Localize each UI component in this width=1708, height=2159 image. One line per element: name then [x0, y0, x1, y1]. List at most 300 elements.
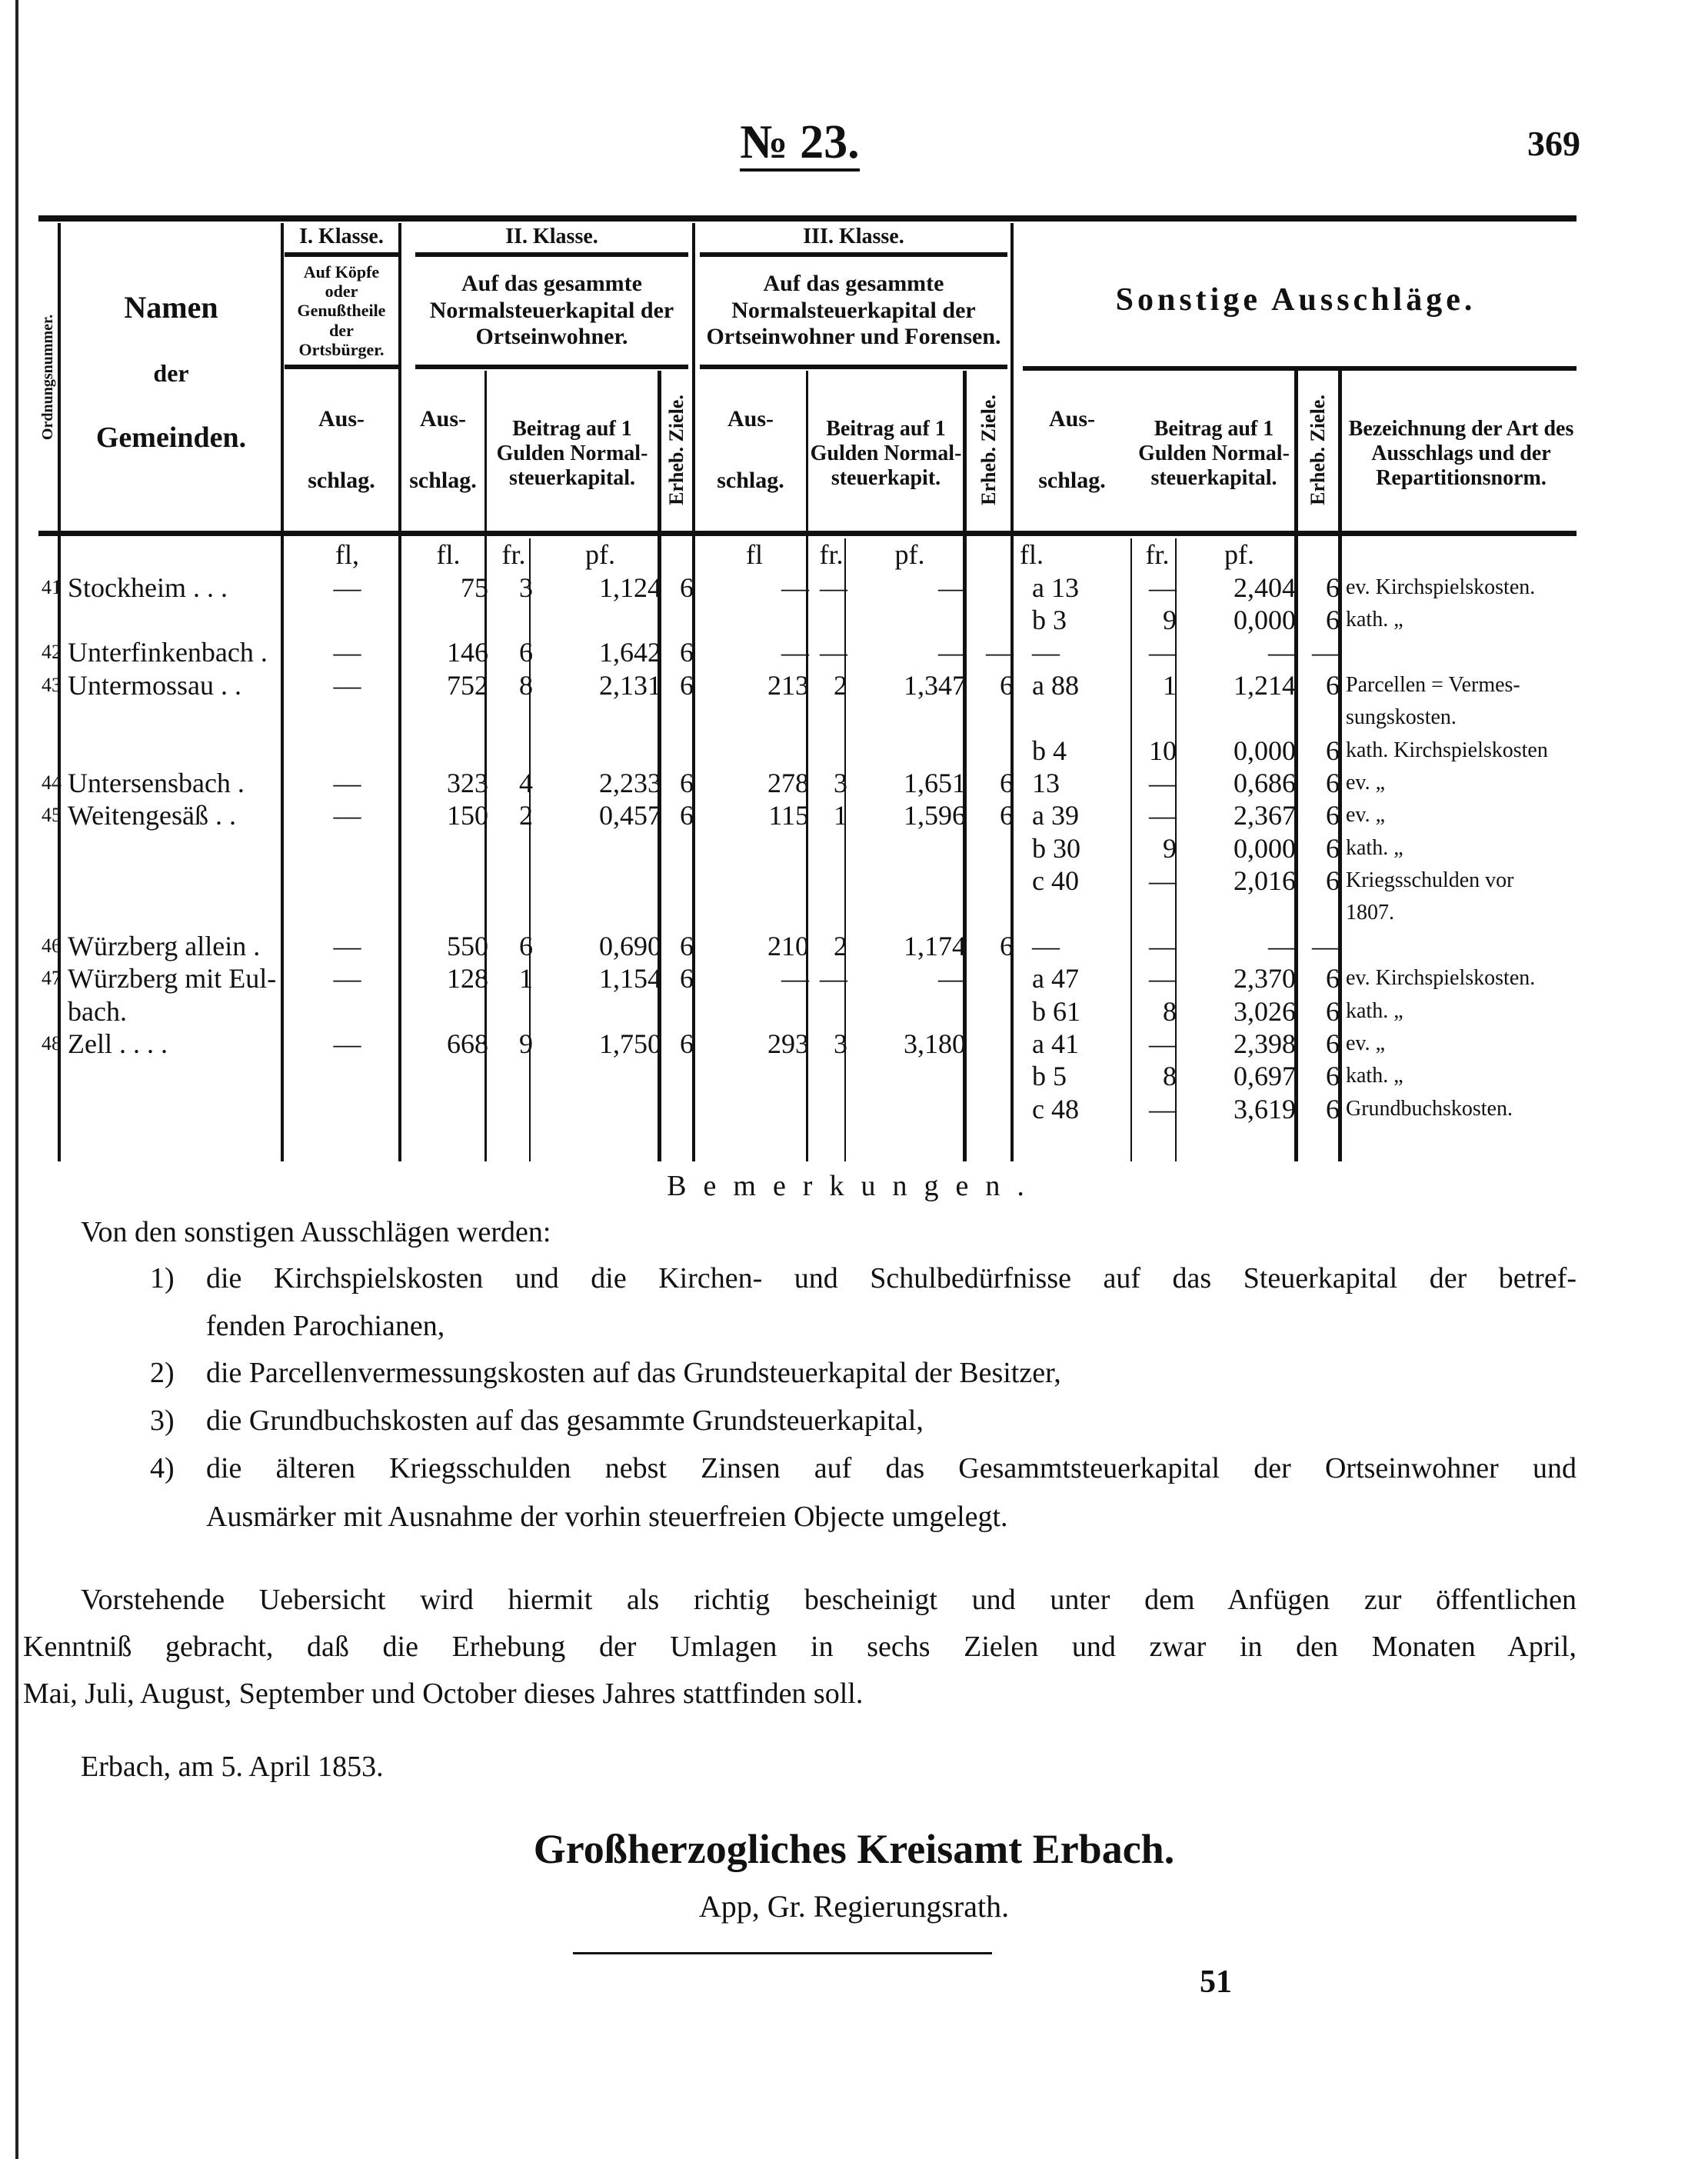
- cell-ordnungsnummer: 42: [42, 641, 62, 664]
- cell-class3-fl: [697, 604, 812, 636]
- cell-ordnungsnummer: [38, 604, 65, 636]
- cell-sonst-ziele: 6: [1326, 571, 1340, 603]
- cell-sonst-pf: 0,000: [1234, 832, 1296, 864]
- cell-class1-ausschlag: —: [333, 571, 361, 603]
- cell-sonst-fr: 1: [1163, 669, 1177, 701]
- remark-number: 4): [150, 1452, 175, 1484]
- cell-class2-pf: 1,642: [599, 637, 661, 668]
- cell-gemeinde: Weitengesäß . .: [68, 800, 237, 831]
- cell-sonst-ziele: —: [1312, 637, 1340, 668]
- cell-sonst-bezeichnung: kath. „: [1346, 998, 1403, 1023]
- cell-class1-ausschlag: [289, 865, 405, 897]
- footer-number: 51: [1200, 1964, 1232, 2000]
- cell-class3-pf: [851, 865, 969, 897]
- issue-number: № 23.: [715, 115, 884, 170]
- cell-class2-fl: 150: [447, 800, 488, 831]
- cell-class3-ziele: [969, 962, 1017, 995]
- class2-sub-beitrag: Beitrag auf 1 Gulden Normal-steuerkapital.: [496, 416, 648, 491]
- cell-class3-fl: 278: [767, 767, 809, 798]
- cell-sonst-ziele: 6: [1326, 865, 1340, 897]
- cell-class3-pf: [851, 701, 969, 734]
- cell-sonst-fl: b 4: [1032, 735, 1067, 766]
- cell-class3-pf: pf.: [894, 539, 925, 571]
- cell-class3-fl: fl: [746, 539, 763, 571]
- cell-class2-fl: [405, 734, 491, 766]
- cell-class3-pf: —: [938, 963, 966, 995]
- cell-class2-fr: [491, 832, 536, 865]
- table-row: [38, 1060, 1579, 1092]
- notice-line-2: Kenntniß gebracht, daß die Erhebung der Umlagen in sechs Zielen und zwar in den Monaten April,: [23, 1631, 1576, 1663]
- sonstige-sub-aus-2: schlag.: [1038, 467, 1106, 493]
- table-row: [38, 865, 1579, 897]
- table-row: [38, 832, 1579, 865]
- cell-sonst-ziele: 6: [1326, 767, 1340, 798]
- cell-class3-ziele: 6: [1000, 767, 1014, 798]
- cell-sonst-ziele: 6: [1326, 1093, 1340, 1124]
- table-row: [38, 1093, 1579, 1125]
- cell-class3-ziele: 6: [1000, 930, 1014, 961]
- cell-sonst-fl: c 40: [1032, 865, 1079, 897]
- cell-sonst-bezeichnung: 1807.: [1346, 901, 1394, 925]
- cell-sonst-pf: 2,404: [1234, 571, 1296, 603]
- cell-class2-ziele: [664, 734, 697, 766]
- cell-sonst-bezeichnung: [1343, 538, 1579, 571]
- cell-class3-ziele: [969, 832, 1017, 865]
- cell-sonst-fl: a 88: [1032, 669, 1079, 701]
- cell-class3-fr: [812, 701, 851, 734]
- cell-class3-ziele: [969, 1060, 1017, 1092]
- cell-sonst-bezeichnung: [1343, 930, 1579, 962]
- cell-sonst-pf: 0,000: [1234, 735, 1296, 766]
- cell-sonst-fl: a 39: [1032, 800, 1079, 831]
- cell-sonst-fr: —: [1149, 865, 1177, 897]
- cell-sonst-fr: —: [1149, 800, 1177, 831]
- notice-line-1: Vorstehende Uebersicht wird hiermit als richtig bescheinigt und unter dem Anfügen zur öffentlichen: [81, 1584, 1576, 1616]
- cell-class2-pf: [536, 897, 664, 929]
- cell-class1-ausschlag: —: [333, 1028, 361, 1060]
- cell-sonst-ziele: 6: [1326, 963, 1340, 995]
- cell-sonst-pf: [1180, 701, 1299, 734]
- cell-class2-fr: [491, 734, 536, 766]
- cell-class2-fl: [405, 832, 491, 865]
- cell-ordnungsnummer: [38, 734, 65, 766]
- cell-class2-pf: 2,131: [599, 669, 661, 701]
- cell-gemeinde: [65, 865, 289, 897]
- cell-class2-fr: 1: [519, 963, 533, 995]
- cell-class3-fl: 210: [767, 930, 809, 961]
- cell-sonst-fl: a 47: [1032, 963, 1079, 995]
- cell-sonst-bezeichnung: Parcellen = Vermes-: [1346, 672, 1520, 697]
- cell-class2-pf: 1,750: [599, 1028, 661, 1060]
- cell-sonst-pf: —: [1268, 637, 1296, 668]
- cell-class3-fr: [812, 734, 851, 766]
- cell-sonst-pf: 0,697: [1234, 1061, 1296, 1092]
- cell-class2-fl: [405, 897, 491, 929]
- cell-class1-ausschlag: [289, 1093, 405, 1125]
- cell-sonst-fl: —: [1032, 930, 1060, 961]
- cell-class3-ziele: [969, 734, 1017, 766]
- cell-class3-fl: [697, 995, 812, 1027]
- cell-class1-ausschlag: [289, 701, 405, 734]
- table-row: [38, 604, 1579, 636]
- cell-class3-fr: [812, 995, 851, 1027]
- cell-class2-ziele: [664, 832, 697, 865]
- cell-sonst-fl: a 41: [1032, 1028, 1079, 1060]
- cell-sonst-fl: —: [1032, 637, 1060, 668]
- cell-sonst-fr: 9: [1163, 604, 1177, 635]
- cell-sonst-fl: [1017, 701, 1135, 734]
- class1-sub-1: Aus-: [318, 405, 365, 431]
- cell-class2-ziele: 6: [680, 963, 694, 995]
- cell-class3-fr: [812, 865, 851, 897]
- cell-sonst-fr: 9: [1163, 832, 1177, 864]
- cell-ordnungsnummer: [38, 832, 65, 865]
- cell-sonst-bezeichnung: ev. Kirchspielskosten.: [1346, 966, 1536, 991]
- cell-ordnungsnummer: [38, 701, 65, 734]
- cell-class2-ziele: [664, 865, 697, 897]
- cell-class2-fl: 323: [447, 767, 488, 798]
- cell-ordnungsnummer: 47: [42, 967, 62, 990]
- cell-sonst-ziele: 6: [1326, 1061, 1340, 1092]
- cell-sonst-fr: —: [1149, 930, 1177, 961]
- cell-sonst-fl: fl.: [1020, 539, 1044, 571]
- cell-class3-fr: —: [820, 963, 847, 995]
- cell-class2-ziele: 6: [680, 930, 694, 961]
- cell-sonst-fr: —: [1149, 571, 1177, 603]
- cell-class3-ziele: [969, 538, 1017, 571]
- cell-class2-ziele: [664, 1093, 697, 1125]
- cell-class2-fr: 2: [519, 800, 533, 831]
- cell-class2-ziele: [664, 701, 697, 734]
- sonstige-sub-ziele: Erheb. Ziele.: [1307, 394, 1329, 505]
- cell-class2-fl: [405, 995, 491, 1027]
- cell-ordnungsnummer: [38, 1060, 65, 1092]
- cell-sonst-pf: 0,686: [1234, 767, 1296, 798]
- cell-class2-ziele: 6: [680, 669, 694, 701]
- cell-sonst-fr: 8: [1163, 995, 1177, 1027]
- cell-class2-fr: 8: [519, 669, 533, 701]
- cell-gemeinde: [65, 701, 289, 734]
- cell-class1-ausschlag: [289, 604, 405, 636]
- signature-office: Großherzogliches Kreisamt Erbach.: [533, 1826, 1175, 1872]
- cell-class3-ziele: 6: [1000, 800, 1014, 831]
- cell-class3-fr: 2: [834, 930, 847, 961]
- cell-class2-fl: [405, 1060, 491, 1092]
- notice-line-3: Mai, Juli, August, September und October dieses Jahres stattfinden soll.: [23, 1678, 864, 1710]
- class1-title: I. Klasse.: [299, 224, 384, 248]
- place-date: Erbach, am 5. April 1853.: [81, 1751, 384, 1783]
- signature-name: App, Gr. Regierungsrath.: [698, 1889, 1010, 1924]
- cell-class3-fr: [812, 604, 851, 636]
- cell-class3-pf: 1,347: [904, 669, 966, 701]
- cell-class3-fr: [812, 832, 851, 865]
- cell-class2-ziele: 6: [680, 767, 694, 798]
- cell-sonst-bezeichnung: kath. „: [1346, 1064, 1403, 1088]
- cell-sonst-fr: —: [1149, 963, 1177, 995]
- class2-desc: Auf das gesammte Normalsteuerkapital der Ortseinwohner.: [429, 271, 674, 350]
- cell-class2-ziele: [664, 1060, 697, 1092]
- cell-class3-fl: 293: [767, 1028, 809, 1060]
- cell-class2-ziele: 6: [680, 571, 694, 603]
- cell-class3-fl: [697, 897, 812, 929]
- remarks-title: Bemerkungen.: [667, 1170, 1041, 1202]
- cell-ordnungsnummer: 45: [42, 804, 62, 827]
- cell-sonst-ziele: 6: [1326, 735, 1340, 766]
- cell-sonst-fl: b 30: [1032, 832, 1080, 864]
- cell-class2-fr: 4: [519, 767, 533, 798]
- cell-class2-fr: 6: [519, 637, 533, 668]
- table-row: [38, 1028, 1579, 1060]
- cell-class1-ausschlag: —: [333, 767, 361, 798]
- remark-number: 3): [150, 1404, 175, 1437]
- cell-class3-ziele: —: [986, 637, 1014, 668]
- cell-gemeinde: Stockheim . . .: [68, 571, 228, 603]
- cell-class3-fr: fr.: [819, 539, 844, 571]
- cell-class2-fr: [491, 701, 536, 734]
- cell-gemeinde: bach.: [68, 995, 127, 1027]
- cell-sonst-fr: fr.: [1145, 539, 1170, 571]
- cell-sonst-pf: 1,214: [1234, 669, 1296, 701]
- cell-sonst-bezeichnung: ev. „: [1346, 1031, 1386, 1056]
- class3-sub-ziele: Erheb. Ziele.: [977, 394, 1000, 505]
- cell-class3-pf: 1,174: [904, 930, 966, 961]
- table-row: [38, 636, 1579, 668]
- class3-title: III. Klasse.: [803, 224, 904, 248]
- class1-sub-2: schlag.: [308, 467, 375, 493]
- cell-class2-pf: [536, 1060, 664, 1092]
- cell-class3-pf: —: [938, 637, 966, 668]
- municipality-table: [38, 538, 1579, 1125]
- cell-sonst-ziele: —: [1312, 930, 1340, 961]
- cell-class2-fl: [405, 701, 491, 734]
- cell-class3-ziele: [969, 1093, 1017, 1125]
- cell-class2-pf: [536, 865, 664, 897]
- cell-class1-ausschlag: [289, 832, 405, 865]
- cell-sonst-bezeichnung: kath. Kirchspielskosten: [1346, 738, 1548, 762]
- cell-sonst-ziele: [1299, 538, 1343, 571]
- cell-class3-fr: 3: [834, 767, 847, 798]
- class3-sub-aus-1: Aus-: [727, 405, 774, 431]
- cell-class3-fl: [697, 1060, 812, 1092]
- cell-class3-fl: —: [781, 963, 809, 995]
- cell-class3-ziele: [969, 865, 1017, 897]
- cell-class1-ausschlag: [289, 734, 405, 766]
- cell-gemeinde: Würzberg allein .: [68, 930, 261, 961]
- remark-text: die Grundbuchskosten auf das gesammte Grundsteuerkapital,: [206, 1404, 924, 1437]
- cell-gemeinde: [65, 1093, 289, 1125]
- cell-class3-fl: [697, 701, 812, 734]
- cell-sonst-pf: 2,016: [1234, 865, 1296, 897]
- cell-class3-ziele: [969, 571, 1017, 603]
- cell-ordnungsnummer: 48: [42, 1032, 62, 1055]
- cell-gemeinde: [65, 734, 289, 766]
- cell-sonst-ziele: 6: [1326, 604, 1340, 635]
- table-row: [38, 930, 1579, 962]
- cell-class2-fr: [491, 865, 536, 897]
- cell-class3-fr: —: [820, 637, 847, 668]
- cell-class3-fl: [697, 865, 812, 897]
- cell-class2-pf: [536, 701, 664, 734]
- table-row: [38, 767, 1579, 799]
- cell-class1-ausschlag: fl,: [335, 539, 359, 571]
- cell-sonst-ziele: 6: [1326, 669, 1340, 701]
- remark-text: die Parcellenvermessungskosten auf das Grundsteuerkapital der Besitzer,: [206, 1357, 1061, 1389]
- cell-class3-pf: 3,180: [904, 1028, 966, 1060]
- class3-sub-aus-2: schlag.: [717, 467, 784, 493]
- cell-class3-fl: 115: [768, 800, 809, 831]
- class2-sub-aus-1: Aus-: [419, 405, 466, 431]
- sonstige-title: Sonstige Ausschläge.: [1115, 282, 1477, 318]
- remark-text: die Kirchspielskosten und die Kirchen- und Schulbedürfnisse auf das Steuerkapital der betref-: [206, 1262, 1576, 1294]
- cell-class2-pf: 1,154: [599, 963, 661, 995]
- cell-gemeinde: [65, 832, 289, 865]
- cell-sonst-fr: [1135, 897, 1180, 929]
- table-row: [38, 995, 1579, 1027]
- cell-sonst-fr: —: [1149, 637, 1177, 668]
- cell-class2-fr: [491, 1060, 536, 1092]
- cell-sonst-ziele: 6: [1326, 1028, 1340, 1060]
- cell-class1-ausschlag: —: [333, 669, 361, 701]
- cell-class2-pf: pf.: [585, 539, 615, 571]
- cell-class3-fr: [812, 897, 851, 929]
- cell-class3-fl: —: [781, 637, 809, 668]
- cell-class3-ziele: [969, 1028, 1017, 1060]
- table-row: [38, 734, 1579, 766]
- cell-class1-ausschlag: —: [333, 963, 361, 995]
- sonstige-sub-beitrag: Beitrag auf 1 Gulden Normal-steuerkapital.: [1138, 416, 1290, 491]
- cell-class1-ausschlag: —: [333, 637, 361, 668]
- table-row: [38, 701, 1579, 734]
- col-namen-2: der: [153, 358, 189, 387]
- cell-class2-ziele: 6: [680, 1028, 694, 1060]
- cell-class3-fl: [697, 832, 812, 865]
- cell-gemeinde: Würzberg mit Eul-: [68, 963, 277, 995]
- cell-gemeinde: [65, 604, 289, 636]
- cell-class2-ziele: [664, 538, 697, 571]
- cell-sonst-fr: —: [1149, 767, 1177, 798]
- cell-class2-fl: 75: [461, 571, 488, 603]
- cell-class2-fl: fl.: [436, 539, 461, 571]
- cell-gemeinde: Untermossau . .: [68, 669, 241, 701]
- cell-sonst-fr: 10: [1149, 735, 1177, 766]
- cell-sonst-pf: 0,000: [1234, 604, 1296, 635]
- cell-sonst-ziele: 6: [1326, 995, 1340, 1027]
- cell-class2-ziele: [664, 604, 697, 636]
- remark-number: 1): [150, 1262, 175, 1294]
- cell-sonst-pf: 2,398: [1234, 1028, 1296, 1060]
- class3-sub-beitrag: Beitrag auf 1 Gulden Normal-steuerkapit.: [810, 416, 962, 491]
- cell-class3-ziele: [969, 897, 1017, 929]
- cell-class1-ausschlag: —: [333, 930, 361, 961]
- table-row: [38, 669, 1579, 701]
- cell-class2-pf: 2,233: [599, 767, 661, 798]
- cell-sonst-bezeichnung: ev. Kirchspielskosten.: [1346, 575, 1536, 599]
- class1-desc: Auf Köpfe oder Genußtheile der Ortsbürger.: [297, 262, 386, 359]
- cell-sonst-fr: 8: [1163, 1061, 1177, 1092]
- cell-class2-pf: [536, 995, 664, 1027]
- cell-class2-ziele: [664, 995, 697, 1027]
- remark-text-cont: fenden Parochianen,: [206, 1310, 445, 1342]
- table-row: [38, 571, 1579, 603]
- cell-class2-fl: [405, 604, 491, 636]
- remarks-intro: Von den sonstigen Ausschlägen werden:: [81, 1216, 551, 1248]
- cell-sonst-fl: b 5: [1032, 1061, 1067, 1092]
- cell-class3-pf: [851, 995, 969, 1027]
- cell-class2-ziele: 6: [680, 637, 694, 668]
- cell-class2-fr: [491, 604, 536, 636]
- cell-class2-fl: [405, 865, 491, 897]
- class2-title: II. Klasse.: [505, 224, 598, 248]
- cell-class3-pf: [851, 897, 969, 929]
- cell-sonst-fr: [1135, 701, 1180, 734]
- cell-sonst-fl: c 48: [1032, 1093, 1079, 1124]
- cell-class2-fr: [491, 995, 536, 1027]
- page-number: 369: [1527, 124, 1580, 163]
- cell-class3-fr: 2: [834, 669, 847, 701]
- cell-class1-ausschlag: —: [333, 800, 361, 831]
- cell-class2-fr: 6: [519, 930, 533, 961]
- sonstige-sub-aus-1: Aus-: [1048, 405, 1095, 431]
- cell-sonst-bezeichnung: Kriegsschulden vor: [1346, 868, 1514, 893]
- cell-sonst-fl: [1017, 897, 1135, 929]
- cell-class2-pf: [536, 604, 664, 636]
- cell-class2-pf: 0,690: [599, 930, 661, 961]
- cell-class3-ziele: [969, 604, 1017, 636]
- table-row: [38, 799, 1579, 831]
- cell-sonst-bezeichnung: ev. „: [1346, 770, 1386, 795]
- cell-class3-ziele: 6: [1000, 669, 1014, 701]
- cell-sonst-fl: a 13: [1032, 571, 1079, 603]
- cell-sonst-pf: 2,370: [1234, 963, 1296, 995]
- cell-class3-pf: [851, 734, 969, 766]
- cell-gemeinde: [65, 1060, 289, 1092]
- table-row: [38, 897, 1579, 929]
- cell-class2-fl: 752: [447, 669, 488, 701]
- cell-class2-ziele: 6: [680, 800, 694, 831]
- table-row: [38, 962, 1579, 995]
- cell-class3-fl: —: [781, 571, 809, 603]
- cell-class1-ausschlag: [289, 1060, 405, 1092]
- col-namen-3: Gemeinden.: [95, 421, 247, 455]
- cell-sonst-bezeichnung: [1343, 636, 1579, 668]
- cell-class3-fr: 3: [834, 1028, 847, 1060]
- cell-class2-fr: 3: [519, 571, 533, 603]
- cell-class2-fl: 668: [447, 1028, 488, 1060]
- cell-ordnungsnummer: [38, 995, 65, 1027]
- cell-class2-fr: [491, 897, 536, 929]
- cell-class2-fr: fr.: [501, 539, 526, 571]
- cell-ordnungsnummer: [38, 897, 65, 929]
- cell-class2-pf: 0,457: [599, 800, 661, 831]
- cell-class2-fr: 9: [519, 1028, 533, 1060]
- remark-text-cont: Ausmärker mit Ausnahme der vorhin steuerfreien Objecte umgelegt.: [206, 1501, 1008, 1533]
- cell-sonst-ziele: 6: [1326, 800, 1340, 831]
- cell-sonst-ziele: [1299, 897, 1343, 929]
- cell-sonst-fl: 13: [1032, 767, 1060, 798]
- cell-gemeinde: Unterfinkenbach .: [68, 637, 268, 668]
- cell-ordnungsnummer: 41: [42, 575, 62, 598]
- cell-class2-ziele: [664, 897, 697, 929]
- cell-class3-pf: 1,651: [904, 767, 966, 798]
- remark-number: 2): [150, 1357, 175, 1389]
- sonstige-sub-bezeichnung: Bezeichnung der Art des Ausschlags und der Repartitionsnorm.: [1348, 416, 1574, 491]
- cell-class3-pf: [851, 1093, 969, 1125]
- cell-class3-fl: [697, 734, 812, 766]
- cell-sonst-bezeichnung: ev. „: [1346, 803, 1386, 828]
- cell-class2-fl: 550: [447, 930, 488, 961]
- cell-gemeinde: [65, 538, 289, 571]
- cell-class2-pf: [536, 734, 664, 766]
